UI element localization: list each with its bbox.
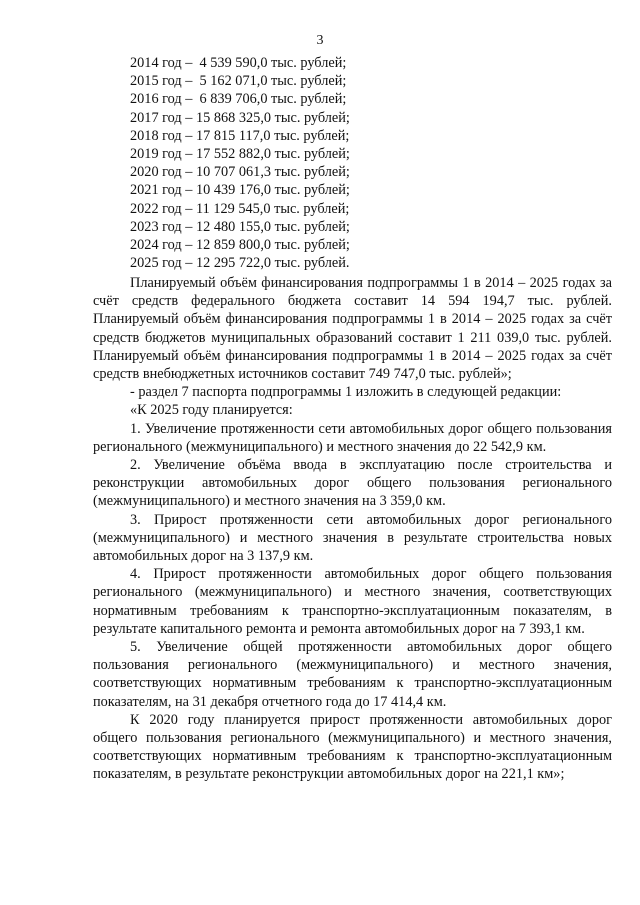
funding-year-item: 2021 год – 10 439 176,0 тыс. рублей;: [130, 182, 350, 199]
funding-year-item: 2015 год – 5 162 071,0 тыс. рублей;: [130, 73, 347, 90]
planned-result-item-5: 5. Увеличение общей протяженности автомобильных дорог общего пользования регионального (межмуниципального) и местного значения, соответствующих нормативным требованиям к транспортно-эксплуатационным показателям, на 31 декабря отчетного года до 17 414,4 км.: [93, 639, 612, 710]
funding-year-item: 2018 год – 17 815 117,0 тыс. рублей;: [130, 127, 350, 144]
funding-year-item: 2014 год – 4 539 590,0 тыс. рублей;: [130, 55, 347, 71]
planned-result-item-3: 3. Прирост протяженности сети автомобильных дорог регионального (межмуниципального) и местного значения в результате строительства новых автомобильных дорог на 3 137,9 км.: [93, 511, 612, 565]
funding-year-item: 2024 год – 12 859 800,0 тыс. рублей;: [130, 237, 350, 254]
funding-year-item: 2016 год – 6 839 706,0 тыс. рублей;: [130, 91, 347, 108]
page-number: 3: [316, 33, 324, 48]
funding-year-item: 2023 год – 12 480 155,0 тыс. рублей;: [130, 218, 350, 235]
planned-results-heading: «К 2025 году планируется:: [130, 402, 293, 419]
planned-result-item-4: 4. Прирост протяженности автомобильных дорог общего пользования регионального (межмуниципального) и местного значения, соответствующих нормативным требованиям к транспортно-эксплуатационным показателям, в результате капитального ремонта и ремонта автомобильных дорог на 7 393,1 км.: [93, 566, 612, 637]
planned-result-item-2: 2. Увеличение объёма ввода в эксплуатацию после строительства и реконструкции автомобильных дорог общего пользования регионального (межмуниципального) и местного значения на 3 359,0 км.: [93, 457, 612, 510]
funding-year-item: 2020 год – 10 707 061,3 тыс. рублей;: [130, 164, 350, 181]
planned-2020-paragraph: К 2020 году планируется прирост протяженности автомобильных дорог общего пользования регионального (межмуниципального) и местного значения, соответствующих нормативным требованиям к транспортно-эксплуатационным показателям, в результате реконструкции автомобильных дорог на 221,1 км»;: [93, 711, 612, 783]
funding-year-item: 2022 год – 11 129 545,0 тыс. рублей;: [130, 200, 350, 217]
funding-year-item: 2017 год – 15 868 325,0 тыс. рублей;: [130, 109, 350, 126]
section-amendment-paragraph: - раздел 7 паспорта подпрограммы 1 изложить в следующей редакции:: [130, 384, 562, 401]
funding-by-year-list: [130, 54, 350, 272]
funding-year-item: 2025 год – 12 295 722,0 тыс. рублей.: [130, 255, 350, 272]
funding-summary-paragraph: Планируемый объём финансирования подпрограммы 1 в 2014 – 2025 годах за счёт средств федерального бюджета составит 14 594 194,7 тыс. рублей. Планируемый объём финансирования подпрограммы 1 в 2014 – 2025 годах за счёт средств бюджетов муниципальных образований составит 1 211 039,0 тыс. рублей. Планируемый объём финансирования подпрограммы 1 в 2014 – 2025 годах за счёт средств внебюджетных источников составит 749 747,0 тыс. рублей»;: [93, 275, 612, 383]
document-body: [93, 274, 612, 784]
funding-year-item: 2019 год – 17 552 882,0 тыс. рублей;: [130, 146, 350, 163]
planned-result-item-1: 1. Увеличение протяженности сети автомобильных дорог общего пользования регионального (межмуниципального) и местного значения до 22 542,9 км.: [93, 420, 612, 455]
